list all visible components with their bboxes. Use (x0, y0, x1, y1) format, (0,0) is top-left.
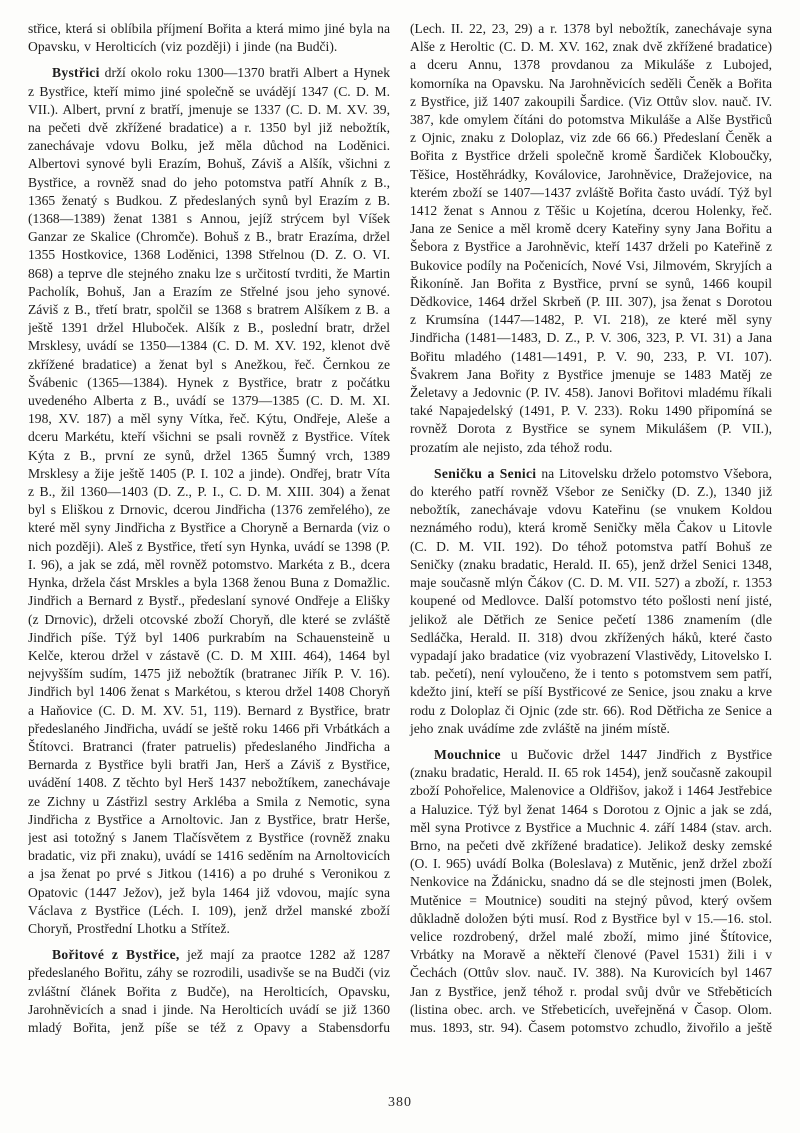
page-number: 380 (388, 1095, 412, 1110)
paragraph-continuation (28, 20, 390, 56)
paragraph-lead: Bořitové z Bystřice, (52, 947, 180, 963)
text-column-left (28, 20, 390, 1064)
paragraph-text: drží okolo roku 1300—1370 bratři Albert a Hynek z Bystřice, kteří mimo jiné společně se uvádějí 1347 (C. D. M. VII.). Albert, první z bratří, jmenuje se 1337 (C. D. M. XV. 39, na pečeti dvě zkřížené bradatice) a r. 1350 byl již nebožtík, zanechávaje vdovu Bolku, jež měla důchod na Loděnici. Albertovi synové byli Erazím, Bohuš, Záviš a Alšík, všichni z Bystřice, a rovněž snad do jeho potomstva patří Ahník z B., 1365 ženatý s Budkou. Z předeslaných synů byl Erazím z B. (1368—1389) ženat 1381 s Annou, jejíž strýcem byl Víšek Ganzar ze Skalice (Chromče). Bohuš z B., bratr Erazíma, držel 1355 Hostkovice, 1368 Loděnici, 1398 Střelnou (D. Z. O. VI. 868) a teprve dle stejného znaku lze s určitostí tvrditi, že Martin Pacholík, Bohuš, Jan a Erazím ze Střelné jsou jeho synové. Záviš z B., třetí bratr, spolčil se 1368 s bratrem Alšíkem z B. a ještě 1391 držel Hluboček. Alšík z B., poslední bratr, držel Mrsklesy, uvádí se 1350—1384 (C. D. M. XV. 192, klenot dvě zkřížené bradatice) a ženat byl s Anežkou, řeč. Černkou ze Švábenic (1365—1384). Hynek z Bystřice, bratr z počátku uvedeného Alberta z B., uvádí se 1379—1385 (C. D. M. XI. 198, XV. 187) a měl syny Vítka, řeč. Kýtu, Ondřeje, Aleše a dceru Markétu, kteří všichni se psali rovněž z Bystřice. Vítek Kýta z B., první ze synů, držel 1365 Šumný vrch, 1389 Mrsklesy a žije ještě 1405 (P. I. 102 a jinde). Ondřej, bratr Víta z B., žil 1360—1403 (D. Z., P. I., C. D. M. XIII. 304) a ženat byl s Eliškou z Drnovic, dcerou Jindřicha (1376 zemřelého), ze které měl syny Jindřicha z Bystřice a Choryně a Bernarda (viz o nich později). Aleš z Bystřice, třetí syn Hynka, uvádí se 1398 (P. I. 96), a jak se zdá, měl rovněž potomstvo. Markéta z B., dcera Hynka, držela část Mrskles a byla 1368 ženou Buna z Domažlic. Jindřich a Bernard z Bystř., předeslaní synové Ondřeje a Elišky (z Drnovic), drželi otcovské zboží Choryň, dle které se zvláště Jindřich píše. Týž byl 1406 purkrabím na Schauensteině u Kelče, kterou držel v zástavě (C. D. M XIII. 464), 1464 byl nejvyšším sudím, 1475 již nebožtík (bratranec Jiřík P. V. 16). Jindřich byl 1406 ženat s Markétou, s kterou držel 1408 Choryň a Haňovice (C. D. M. XV. 51, 119). Bernard z Bystřice, bratr předeslaného Jindřicha, uvádí se ještě roku 1466 při Vrbátkách a Štítovci. Bratranci (frater patruelis) předeslaného Jindřicha a Bernarda z Bystřice byli bratři Jan, Herš a Záviš z Bystřice, uvádění 1408. Z těchto byl Herš 1437 nebožtíkem, zanechávaje ze Zichny u Zástřizl sestry Arkléba a Smila z Nemotic, syna Jindřicha z Bystřice a Arnoltovic. Jan z Bystřice, bratr Herše, jest asi totožný s Janem Tlačísvětem z Bystřice (rovněž znaku bradatic, viz při znaku), uvádí se 1416 seděním na Arnoltovicích a jsa ženat po prvé s Jitkou (1416) a po druhé s Veronikou z Opatovic (1447 Ježov), jež byla 1464 již vdovou, majíc syna Václava z Bystřice (Léch. I. 109), jenž držel manské zboží Choryň, Prostřední Lhotku a Střítež. (28, 65, 390, 936)
paragraph-senicku (410, 465, 772, 738)
paragraph-text: střice, která si oblíbila příjmení Bořita a která mimo jiné byla na Opavsku, v Herolticích (viz později) i jinde (na Budči). (28, 21, 390, 55)
text-columns (28, 20, 772, 1064)
paragraph-lead: Seničku a Senici (434, 465, 537, 481)
page-footer (0, 1095, 800, 1111)
paragraph-text: u Bučovic držel 1447 Jindřich z Bystřice (znaku bradatic, Herald. II. 65 rok 1454), jenž současně zakoupil zboží Pohořelice, Malenovice a Oldřišov, jakož i 1464 Jestřebice a Haluzice. Týž byl ženat 1464 s Dorotou z Ojnic a jak se zdá, měl syna Protivce z Bystřice a Muchnic 4. září 1484 (stav. arch. Brno, na pečeti dvě zkřížené bradatice). Jelikož desky zemské (O. I. 965) uvádí Bolka (Boleslava) z Mutěnic, jenž držel zboží Nenkovice na Ždánicku, snadno dá se dle stejnosti jmen (Bolek, Mutěnice = Moutnice) souditi na stejný původ, který ovšem důkladně doložen býti musí. Rod z Bystřice byl v 15.—16. stol. velice rozdrobený, držel malé zboží, mimo jiné Štítovice, Vrbátky na Moravě a někteří členové (Pavel 1531) žili i v Čechách (Ottův slov. nauč. IV. 388). Na Kurovicích byl 1467 Jan z Bystřice, jenž téhož r. prodal svůj dvůr ve Střeběticích (listina obec. arch. ve Střebeticích, uveřejněná v Časop. Olom. mus. 1893, str. 94). Časem potomstvo zchudlo, živořilo a ještě (410, 746, 772, 1035)
paragraph-bystrici (28, 64, 390, 938)
paragraph-text: na Litovelsku drželo potomstvo Všebora, do kterého patří rovněž Všebor ze Seničky (D. Z.), 1340 již nebožtík, zanechávaje vdovu Kateřinu (se vnukem Koldou neznámého rodu), která kromě Seničky měla Čakov u Litovle (C. D. M. VII. 192). Do téhož potomstva patří Bohuš ze Seničky (znaku bradatic, Herald. II. 65), jenž držel Senici 1348, maje současně mlýn Čákov (C. D. M. VII. 527) a zboží, r. 1353 koupené od Medlovce. Další potomstvo této pošlosti není jisté, jelikož ale Dětřich ze Senice pečetí 1386 znamením (dle Sedláčka, Herald. II. 318) dvou zkřížených háků, které často vypadají jako bradatice (viz vyobrazení Vlastivědy, Litovelsko I. tab. pečetí), není vyloučeno, že i tento s potomstvem sem patří, kdežto jiní, kteří se píší Bystřicové ze Senice, jsou znaku a krve rodu z Doloplaz či Ojnic (zde str. 66). Rod Dětřicha ze Senice a jeho znak uvádíme zde zvláště na jiném místě. (410, 465, 772, 736)
paragraph-lead: Mouchnice (434, 746, 501, 762)
paragraph-text: (Lech. II. 22, 23, 29) a r. 1378 byl nebožtík, zanechávaje syna Alše z Heroltic (C. D. M. XV. 162, znak dvě zkřížené bradatice) a dceru Annu, 1378 provdanou za Mikuláše z Lubojed, komorníka na Opavsku. Na Jarohněvicích seděli Čeněk a Bořita z Bystřice, již 1407 zakoupili Šardice. (Viz Ottův slov. nauč. IV. 387, kde omylem čítáni do potomstva Mikuláše a Alše Bystřiců z Ojnic, znaku z Doloplaz, viz zde 66 66.) Předeslaní Čeněk a Bořita z Bystřice drželi společně kromě Šardiček Kloboučky, Těšice, Hostěhrádky, Koválovice, Jarohněvice, Dražejovice, na kterém zboží se 1407—1437 zvláště Bořita často uvádí. Týž byl 1412 ženat s Annou z Těšic u Kojetína, dcerou Holenky, řeč. Jana ze Senice a měl kromě dcery Kateřiny syny Jana Bořitu a Šebora z Bystřice a Jarohněvic, kteří 1437 drželi po Kateřině z Bukovice podíly na Počenicích, Nové Vsi, Jilmovém, Skryjích a Řikoníně. Jan Bořita z Bystřice, první se synů, 1466 koupil Dědkovice, 1464 držel Skrbeň (P. III. 307), jsa ženat s Dorotou z Krumsína (1447—1482, P. VI. 218), ze které měl syny Jindřicha (1481—1483, D. Z., P. V. 306, 323, P. VI. 31) a Jana Bořitu mladého (1481—1491, P. V. 90, 233, P. VI. 107). Švakrem Jana Bořity z Bystřice jmenuje se 1483 Matěj ze Želetavy a Jedovnic (P. IV. 458). Janovi Bořitovi mladému říkali také Napajedelský (1491, P. V. 233). Roku 1490 připomíná se rovněž Dorota z Bystřice se synem Mikulášem (P. VII.), prozatím ale nejisto, zda téhož rodu. (410, 21, 772, 455)
text-column-right (410, 20, 772, 1064)
paragraph-text: jež mají za praotce 1282 až 1287 předeslaného Bořitu, záhy se rozrodili, usadivše se na Budči (viz zvláštní článek Bořita z Budče), na Herolticích, Opavsku, Jarohněvicích a snad i jinde. Na Herolticích uvádí se již 1360 mladý Bořita, jenž píše se též z Opavy a Stabensdorfu (28, 947, 390, 1035)
paragraph-continuation (410, 20, 772, 457)
paragraph-mouchnice (410, 746, 772, 1037)
paragraph-boritove (28, 946, 390, 1037)
paragraph-lead: Bystřici (52, 65, 100, 81)
